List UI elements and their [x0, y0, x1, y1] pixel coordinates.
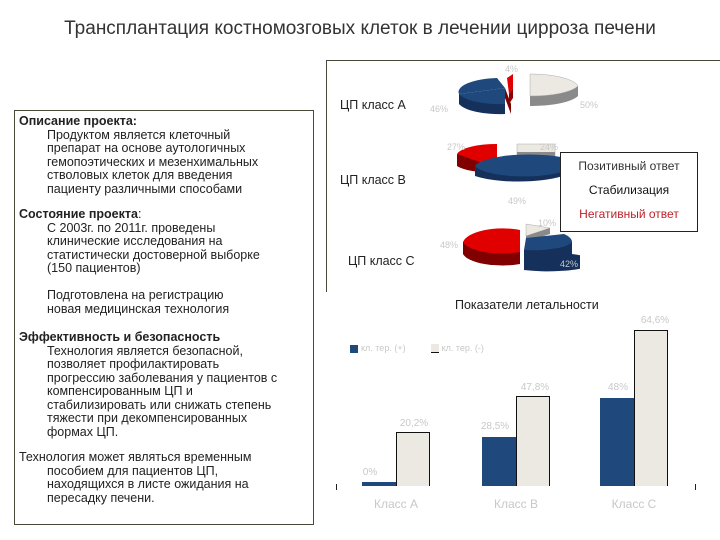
registration-section	[19, 289, 309, 316]
pie-a-negative-pct: 4%	[505, 64, 519, 74]
bar-class-a-plus	[362, 482, 396, 486]
description-line: Продуктом является клеточный	[47, 127, 231, 142]
efficacy-line: тяжести при декомпенсированных	[47, 411, 248, 425]
pie-b-stabilization-pct: 24%	[540, 142, 559, 152]
registration-line: новая медицинская технология	[47, 301, 230, 316]
bar-label-b-plus: 28,5%	[480, 421, 510, 432]
description-line: пациенту различными способами	[47, 181, 243, 196]
status-line: С 2003г. по 2011г. проведены	[47, 220, 216, 235]
axis-tick-right	[695, 484, 696, 490]
temporary-solution-section	[19, 451, 309, 505]
bar-class-b-minus	[516, 396, 550, 486]
temp-line: находящихся в листе ожидания на	[47, 477, 249, 491]
efficacy-line: формах ЦП.	[47, 424, 119, 439]
pie-label-class-b: ЦП класс В	[340, 173, 406, 187]
pie-a-stabilization-pct: 50%	[580, 100, 599, 110]
pie-c-positive-pct: 42%	[560, 259, 579, 269]
status-section	[19, 208, 309, 276]
bar-label-a-plus: 0%	[362, 467, 378, 478]
description-line: препарат на основе аутологичных	[47, 141, 246, 155]
pie-label-class-c: ЦП класс С	[348, 254, 415, 268]
efficacy-line: Технология является безопасной,	[47, 343, 243, 358]
pie-a-positive-pct: 46%	[430, 104, 449, 114]
pie-b-positive-pct: 49%	[508, 196, 527, 206]
x-label-class-b: Класс В	[493, 497, 538, 511]
legend-stabilization: Стабилизация	[588, 183, 670, 197]
pie-chart-class-a	[455, 68, 585, 120]
bar-label-c-minus: 64,6%	[640, 315, 670, 326]
legend-positive: Позитивный ответ	[578, 159, 680, 173]
legend-negative: Негативный ответ	[579, 207, 679, 221]
bar-label-c-plus: 48%	[607, 382, 628, 393]
registration-line: Подготовлена на регистрацию	[47, 288, 224, 302]
description-line: гемопоэтических и мезенхимальных	[47, 154, 259, 169]
pie-c-stabilization-pct: 10%	[538, 218, 557, 228]
temp-line: пересадку печени.	[47, 490, 155, 505]
legend-minus-label: кл. тер. (-)	[441, 343, 484, 353]
project-info-panel	[14, 110, 314, 525]
bar-class-b-plus	[482, 437, 516, 486]
temp-line: пособием для пациентов ЦП,	[47, 463, 219, 478]
efficacy-line: позволяет профилактировать	[47, 357, 220, 371]
efficacy-line: компенсированным ЦП и	[47, 384, 193, 398]
efficacy-line: стабилизировать или снижать степень	[47, 397, 272, 412]
status-line: статистически достоверной выборке	[47, 247, 260, 262]
description-section	[19, 115, 309, 196]
temp-line: Технология может являться временным	[19, 450, 252, 464]
bar-chart-legend	[350, 343, 484, 353]
bar-class-c-plus	[600, 398, 634, 486]
legend-swatch-plus	[350, 345, 358, 353]
pie-b-negative-pct: 27%	[447, 142, 466, 152]
legend-swatch-minus	[431, 344, 439, 353]
efficacy-heading: Эффективность и безопасность	[19, 330, 221, 344]
page-title: Трансплантация костномозговых клеток в лечении цирроза печени	[64, 18, 656, 39]
pie-legend	[560, 152, 698, 232]
status-heading: Состояние проекта	[19, 207, 138, 221]
bar-class-c-minus	[634, 330, 668, 486]
status-colon: :	[137, 207, 142, 221]
pie-label-class-a: ЦП класс А	[340, 98, 406, 112]
legend-plus-label: кл. тер. (+)	[361, 343, 406, 353]
x-label-class-c: Класс С	[611, 497, 657, 511]
bar-label-b-minus: 47,8%	[520, 382, 550, 393]
pie-c-negative-pct: 48%	[440, 240, 459, 250]
status-line: (150 пациентов)	[47, 261, 141, 275]
efficacy-section	[19, 331, 309, 439]
x-label-class-a: Класс А	[373, 497, 418, 511]
bar-class-a-minus	[396, 432, 430, 486]
status-line: клинические исследования на	[47, 234, 223, 248]
bar-label-a-minus: 20,2%	[399, 418, 429, 429]
axis-tick-left	[336, 484, 337, 490]
description-line: стволовых клеток для введения	[47, 168, 233, 182]
efficacy-line: прогрессию заболевания у пациентов с	[47, 370, 278, 385]
bar-chart-title: Показатели летальности	[455, 298, 599, 312]
description-heading: Описание проекта:	[19, 114, 137, 128]
